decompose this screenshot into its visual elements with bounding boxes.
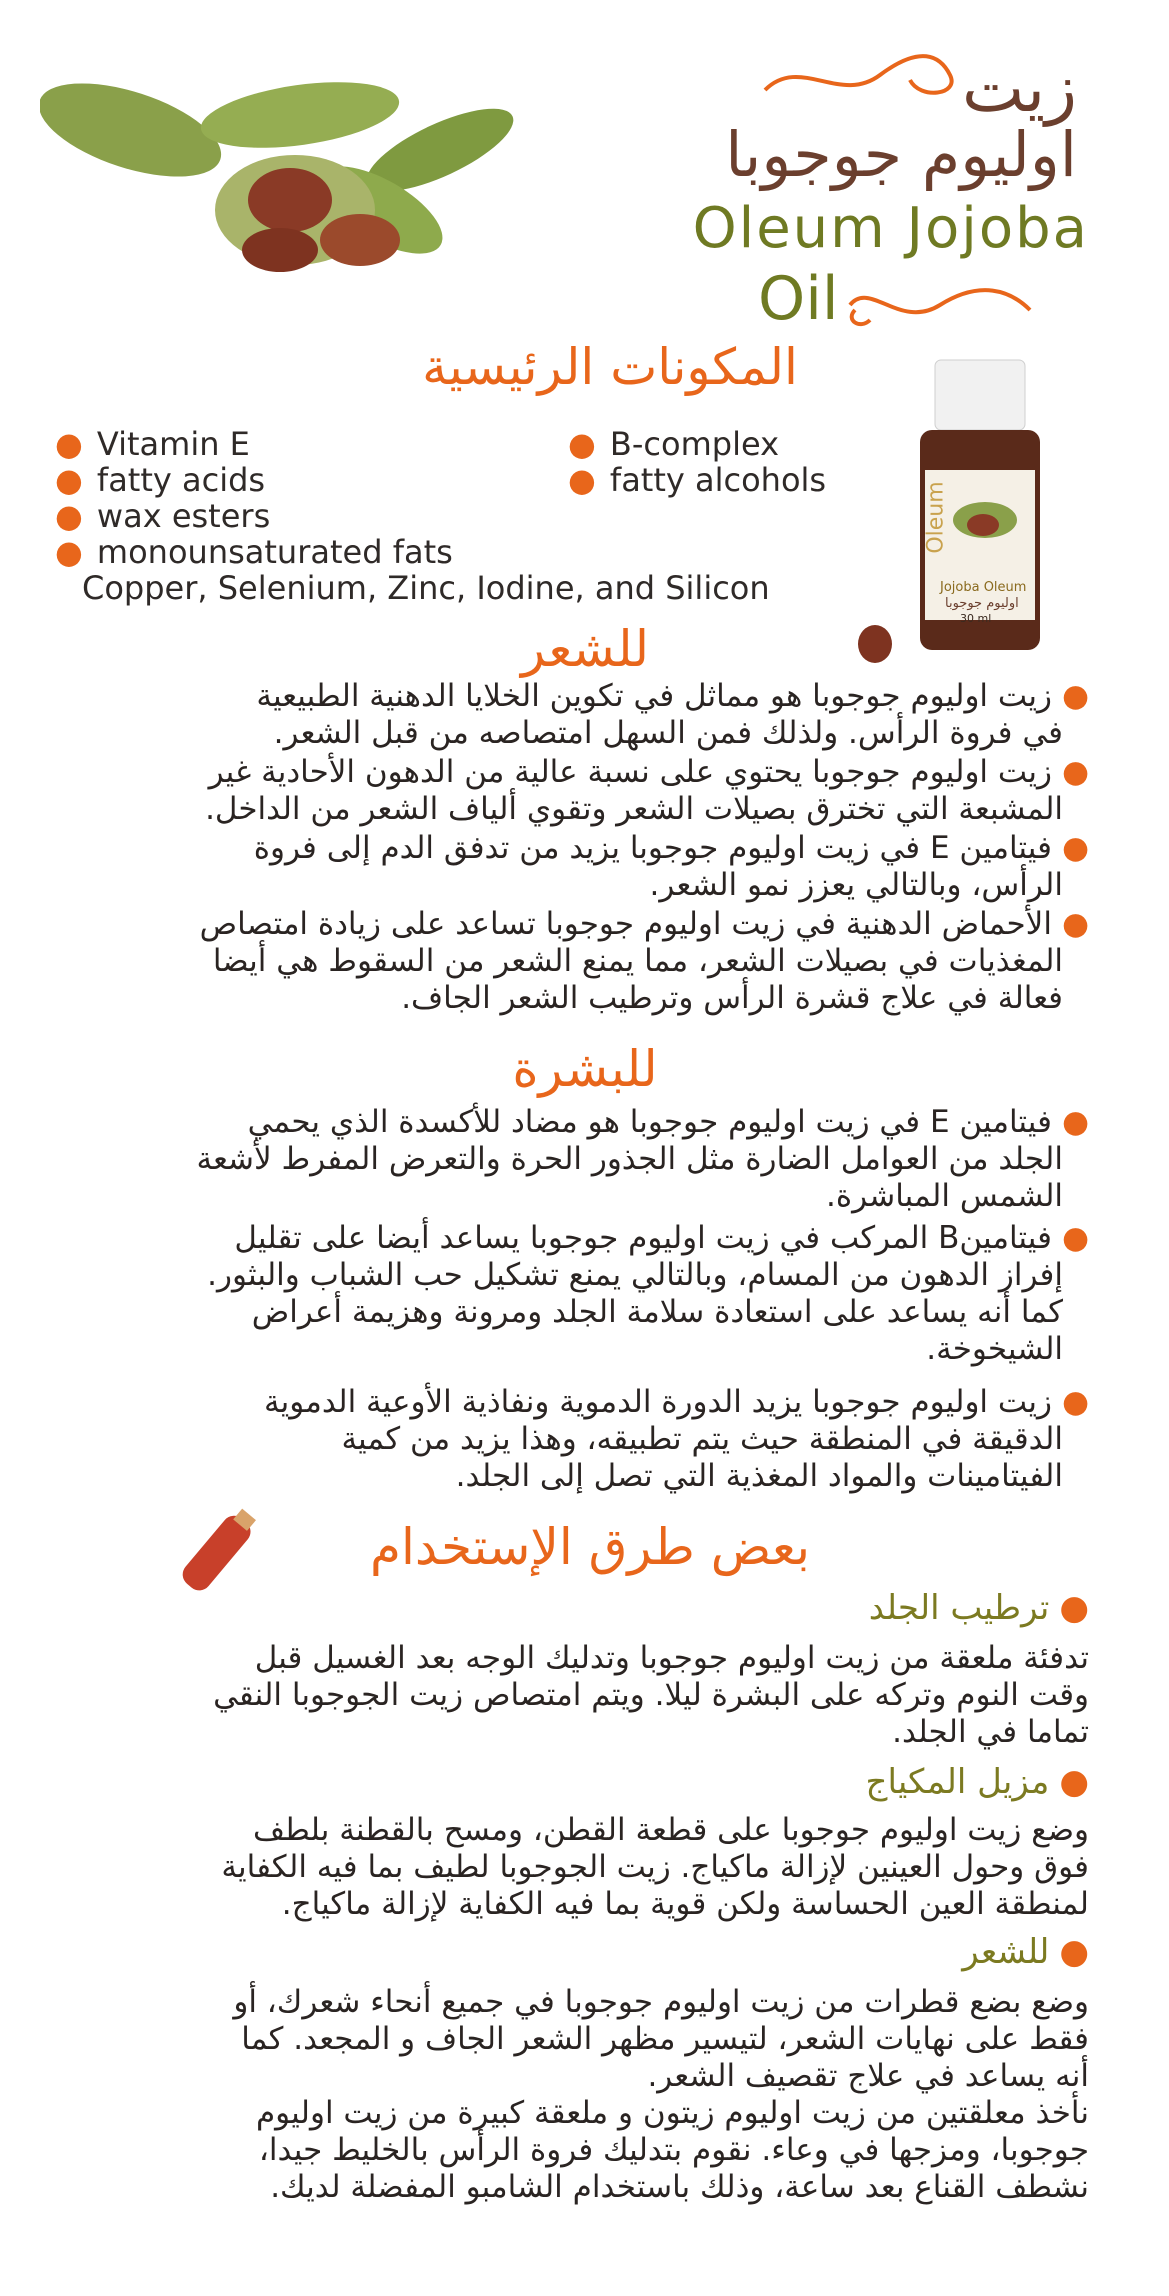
bottle-volume: 30 ml (960, 612, 992, 625)
skin-heading: للبشرة (512, 1040, 658, 1098)
usage-makeup-text: وضع زيت اوليوم جوجوبا على قطعة القطن، ومسح بالقطنة بلطف فوق وحول العينين لإزالة ماكياج. زيت الجوجوبا لطيف بما فيه الكفاية لمنطقة العين الحساسة ولكن قوية بما فيه الكفاية لإزالة ماكياج. (221, 1812, 1089, 1922)
title-arabic-line2: اوليوم جوجوبا (725, 118, 1077, 191)
skin-item-3: ●زيت اوليوم جوجوبا يزيد الدورة الدموية ونفاذية الأوعية الدموية الدقيقة في المنطقة حيث يتم تطبيقه، وهذا يزيد من كمية الفيتامينات والمواد المغذية التي تصل إلى الجلد. (263, 1384, 1089, 1494)
oil-vial-illustration (160, 1500, 270, 1610)
usage-makeup-title: ●مزيل المكياج (865, 1762, 1089, 1802)
hair-item-4: ●الأحماض الدهنية في زيت اوليوم جوجوبا تساعد على زيادة امتصاص المغذيات في بصيلات الشعر، مما يمنع الشعر من السقوط هي أيضا فعالة في علاج قشرة الرأس وترطيب الشعر الجاف. (199, 906, 1089, 1016)
hair-item-1: ●زيت اوليوم جوجوبا هو مماثل في تكوين الخلايا الدهنية الطبيعية في فروة الرأس. ولذلك فمن السهل امتصاصه من قبل الشعر. (256, 678, 1089, 751)
bottle-brand: Oleum (923, 481, 949, 554)
decorative-swirl-bottom (840, 270, 1040, 340)
seed (320, 214, 400, 266)
title-english-line1: Oleum Jojoba (692, 196, 1089, 261)
jojoba-seeds-illustration (40, 60, 520, 280)
jojoba-seed-icon (855, 620, 895, 665)
usage-heading: بعض طرق الإستخدام (369, 1518, 810, 1576)
skin-item-1: ●فيتامين E في زيت اوليوم جوجوبا هو مضاد للأكسدة الذي يحمي الجلد من العوامل الضارة مثل الجذور الحرة والتعرض المفرط لأشعة الشمس المباشرة. (196, 1104, 1089, 1214)
ingredients-heading: المكونات الرئيسية (422, 338, 798, 396)
seed (248, 168, 332, 232)
ingredient-item: ● wax esters (55, 497, 271, 535)
leaf (197, 71, 403, 158)
seed (242, 228, 318, 272)
usage-hair-text: وضع بضع قطرات من زيت اوليوم جوجوبا في جميع أنحاء شعرك، أو فقط على نهايات الشعر، لتيسير مظهر الشعر الجاف و المجعد. كما أنه يساعد في علاج تقصيف الشعر. نأخذ معلقتين من زيت اوليوم زيتون و ملعقة كبيرة من زيت اوليوم جوجوبا، ومزجها في وعاء. نقوم بتدليك فروة الرأس بالخليط جيدا، نشطف القناع بعد ساعة، وذلك باستخدام الشامبو المفضلة لديك. (233, 1984, 1089, 2205)
usage-hair-title: ●للشعر (962, 1932, 1089, 1972)
hair-heading: للشعر (520, 620, 650, 678)
ingredient-item: ● Vitamin E (55, 425, 250, 463)
ingredient-minerals: Copper, Selenium, Zinc, Iodine, and Silicon (82, 569, 770, 607)
ingredient-item: ● fatty acids (55, 461, 266, 499)
usage-moisturize-title: ●ترطيب الجلد (868, 1588, 1089, 1628)
bottle-label-ar: اوليوم جوجوبا (945, 596, 1019, 611)
hair-item-2: ●زيت اوليوم جوجوبا يحتوي على نسبة عالية من الدهون الأحادية غير المشبعة التي تخترق بصيلات الشعر وتقوي ألياف الشعر من الداخل. (205, 754, 1089, 827)
usage-moisturize-text: تدفئة ملعقة من زيت اوليوم جوجوبا وتدليك الوجه بعد الغسيل قبل وقت النوم وتركه على البشرة ليلا. ويتم امتصاص زيت الجوجوبا النقي تماما في الجلد. (213, 1640, 1089, 1750)
skin-item-2: ●فيتامينB المركب في زيت اوليوم جوجوبا يساعد أيضا على تقليل إفراز الدهون من المسام، وبالتالي يمنع تشكيل حب الشباب والبثور. كما أنه يساعد على استعادة سلامة الجلد ومرونة وهزيمة أعراض الشيخوخة. (207, 1220, 1089, 1367)
ingredient-item: ● fatty alcohols (568, 461, 827, 499)
decorative-swirl-top (760, 45, 960, 115)
ingredient-item: ● B-complex (568, 425, 780, 463)
title-arabic-line1: زيت (961, 50, 1077, 127)
ingredient-item: ● monounsaturated fats (55, 533, 453, 571)
bottle-cap (935, 360, 1025, 430)
hair-item-3: ●فيتامين E في زيت اوليوم جوجوبا يزيد من تدفق الدم إلى فروة الرأس، وبالتالي يعزز نمو الشعر. (253, 830, 1089, 903)
title-english-line2: Oil (758, 264, 839, 334)
bottle-label-en: Jojoba Oleum (940, 580, 1027, 595)
